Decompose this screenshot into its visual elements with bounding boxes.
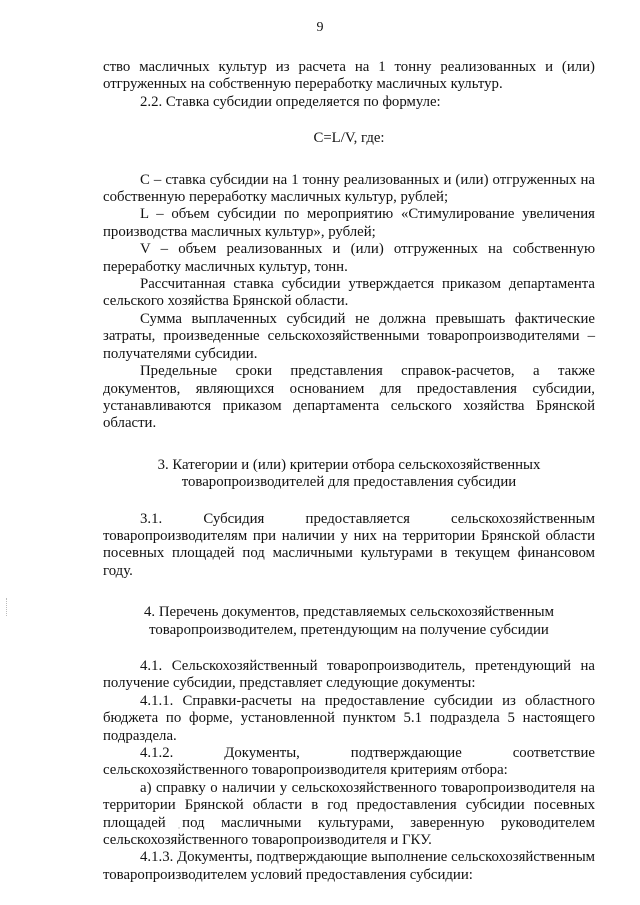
scan-margin-marks bbox=[6, 598, 10, 616]
paragraph-4-1-2-a: а) справку о наличии у сельскохозяйственного товаропроизводителя на территории Брянской области в год предоставления субсидии посевных площадей под масличными культурами, заверенную руководителем сельскохозяйственного товаропроизводителя и ГКУ. bbox=[103, 779, 595, 849]
paragraph-4-1-1: 4.1.1. Справки-расчеты на предоставление субсидии из областного бюджета по форме, установленной пунктом 5.1 подраздела 5 настоящего подраздела. bbox=[103, 692, 595, 744]
section-3-heading-line-2: товаропроизводителей для предоставления субсидии bbox=[181, 474, 517, 491]
paragraph-deadlines: Предельные сроки представления справок-расчетов, а также документов, являющихся основанием для предоставления субсидии, устанавливаются приказом департамента сельского хозяйства Брянской области. bbox=[103, 363, 595, 432]
paragraph-4-1: 4.1. Сельскохозяйственный товаропроизводитель, претендующий на получение субсидии, представляет следующие документы: bbox=[103, 657, 595, 692]
spacer bbox=[103, 433, 595, 457]
spacer bbox=[103, 492, 595, 511]
paragraph-subsidy-limit: Сумма выплаченных субсидий не должна превышать фактические затраты, произведенные сельскохозяйственными товаропроизводителями – получателями субсидии. bbox=[103, 310, 595, 362]
definition-v: V – объем реализованных и (или) отгруженных на собственную переработку масличных культур, тонн. bbox=[103, 241, 595, 275]
spacer bbox=[103, 148, 595, 172]
paragraph-4-1-2: 4.1.2. Документы, подтверждающие соответствие сельскохозяйственного товаропроизводителя критериям отбора: bbox=[103, 745, 595, 779]
definition-c: С – ставка субсидии на 1 тонну реализованных и (или) отгруженных на собственную переработку масличных культур, рублей; bbox=[103, 171, 595, 206]
definition-l: L – объем субсидии по мероприятию «Стимулирование увеличения производства масличных культур», рублей; bbox=[103, 206, 595, 240]
section-3-heading-line-1: 3. Категории и (или) критерии отбора сельскохозяйственных bbox=[157, 456, 541, 473]
paragraph-3-1: 3.1. Субсидия предоставляется сельскохозяйственным товаропроизводителям при наличии у них на территории Брянской области посевных площадей под масличными культурами в текущем финансовом году. bbox=[103, 510, 595, 579]
section-4-heading-line-1: 4. Перечень документов, представляемых сельскохозяйственным bbox=[144, 604, 554, 621]
paragraph-continuation: ство масличных культур из расчета на 1 тонну реализованных и (или) отгруженных на собственную переработку масличных культур. bbox=[103, 59, 595, 93]
paragraph-rate-approval: Рассчитанная ставка субсидии утверждается приказом департамента сельского хозяйства Брянской области. bbox=[103, 276, 595, 310]
spacer bbox=[103, 111, 595, 130]
section-4-heading-line-2: товаропроизводителем, претендующим на получение субсидии bbox=[149, 621, 549, 638]
paragraph-4-1-3: 4.1.3. Документы, подтверждающие выполнение сельскохозяйственным товаропроизводителем условий предоставления субсидии: bbox=[103, 849, 595, 883]
spacer bbox=[103, 639, 595, 658]
document-body bbox=[103, 59, 595, 884]
subsidy-formula: C=L/V, где: bbox=[313, 130, 385, 147]
page-number: 9 bbox=[316, 20, 324, 35]
spacer bbox=[103, 580, 595, 604]
paragraph-2-2: 2.2. Ставка субсидии определяется по формуле: bbox=[140, 93, 441, 110]
